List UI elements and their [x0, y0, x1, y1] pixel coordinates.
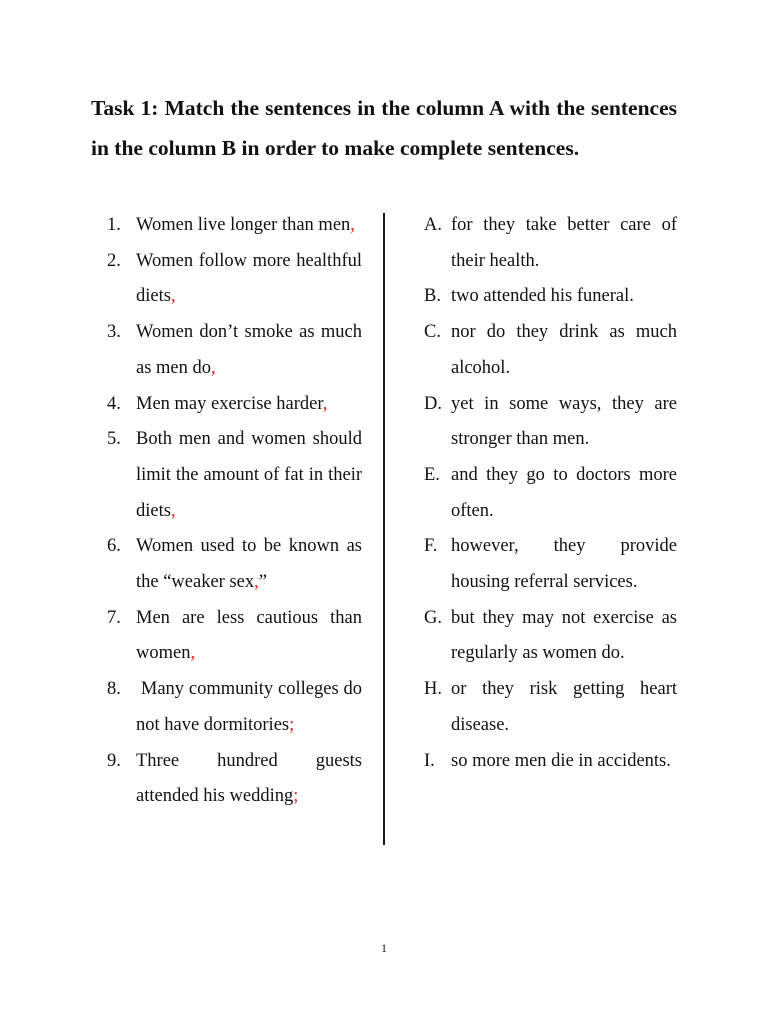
column-b-item-d — [424, 387, 677, 458]
item-text: nor do they drink as much alcohol. — [451, 322, 677, 378]
item-text — [136, 315, 362, 386]
item-letter: E. — [424, 464, 440, 485]
closing-quote: ” — [258, 572, 267, 593]
item-text: or they risk getting heart disease. — [451, 679, 677, 735]
item-text — [136, 244, 362, 315]
item-text: but they may not exercise as regularly as women do. — [451, 607, 677, 664]
page-number: 1 — [381, 941, 387, 955]
sentence-text: Women used to be known as the “weaker sex — [136, 536, 362, 593]
column-a-item-4 — [107, 387, 362, 423]
item-text: yet in some ways, they are stronger than men. — [451, 393, 677, 450]
column-b-item-a — [424, 208, 677, 279]
punctuation-mark: ; — [289, 714, 295, 735]
item-text — [136, 208, 362, 244]
item-number: 2. — [107, 250, 121, 271]
item-text — [136, 422, 362, 529]
item-number: 9. — [107, 750, 121, 771]
column-b-item-e — [424, 458, 677, 529]
punctuation-mark: , — [254, 572, 259, 593]
column-a-item-1 — [107, 208, 362, 244]
item-text: and they go to doctors more often. — [451, 464, 677, 521]
column-a-item-6 — [107, 529, 362, 600]
item-number: 8. — [107, 679, 121, 700]
column-b-item-c — [424, 315, 677, 386]
item-letter: B. — [424, 286, 441, 307]
item-text: two attended his funeral. — [451, 286, 634, 307]
column-a-item-5 — [107, 422, 362, 529]
item-text — [136, 529, 362, 600]
punctuation-mark: , — [322, 393, 328, 414]
sentence-text: Men are less cautious than women — [136, 607, 362, 664]
column-a-item-8 — [107, 672, 367, 743]
item-number: 4. — [107, 393, 121, 414]
column-b-item-f — [424, 529, 677, 600]
sentence-text: Women live longer than men — [136, 215, 351, 235]
item-text: however, they provide housing referral services. — [451, 536, 677, 593]
item-letter: D. — [424, 393, 442, 414]
column-b-item-b — [424, 279, 677, 315]
punctuation-mark: , — [211, 357, 216, 378]
task-instruction: Task 1: Match the sentences in the column A with the sentences in the column B in order to make complete sentences. — [91, 96, 677, 160]
column-b-item-h — [424, 672, 677, 743]
sentence-text: Many community colleges do not have dormitories — [136, 679, 367, 735]
item-number: 5. — [107, 429, 121, 450]
item-text — [136, 601, 362, 672]
column-divider — [383, 213, 385, 845]
item-text — [136, 744, 362, 815]
column-a-item-7 — [107, 601, 362, 672]
sentence-text: Women don’t smoke as much as men do — [136, 322, 362, 378]
item-letter: I. — [424, 750, 435, 771]
punctuation-mark: ; — [293, 786, 299, 807]
item-letter: A. — [424, 215, 442, 235]
column-a-item-2 — [107, 244, 362, 315]
item-letter: H. — [424, 679, 442, 700]
column-b-item-g — [424, 601, 677, 672]
punctuation-mark: , — [170, 286, 176, 307]
column-a-item-3 — [107, 315, 362, 386]
punctuation-mark: , — [350, 215, 355, 235]
item-text: so more men die in accidents. — [451, 750, 671, 771]
item-number: 6. — [107, 536, 121, 557]
item-text: for they take better care of their health. — [451, 215, 677, 271]
item-number: 3. — [107, 322, 121, 343]
item-letter: G. — [424, 607, 442, 628]
item-text — [136, 387, 362, 423]
sentence-text: Women follow more healthful diets — [136, 250, 362, 307]
item-number: 1. — [107, 215, 121, 235]
sentence-text: Men may exercise harder — [136, 393, 323, 414]
column-b-item-i — [424, 744, 677, 780]
column-b — [424, 208, 677, 779]
sentence-text: Both men and women should limit the amount of fat in their diets — [136, 429, 362, 521]
column-a-item-9 — [107, 744, 362, 815]
column-a — [107, 208, 367, 815]
item-letter: F. — [424, 536, 438, 557]
item-text — [136, 672, 367, 743]
sentence-text: Three hundred guests attended his wedding — [136, 750, 362, 807]
punctuation-mark: , — [190, 643, 196, 664]
punctuation-mark: , — [170, 500, 176, 521]
item-number: 7. — [107, 607, 121, 628]
item-letter: C. — [424, 322, 441, 343]
